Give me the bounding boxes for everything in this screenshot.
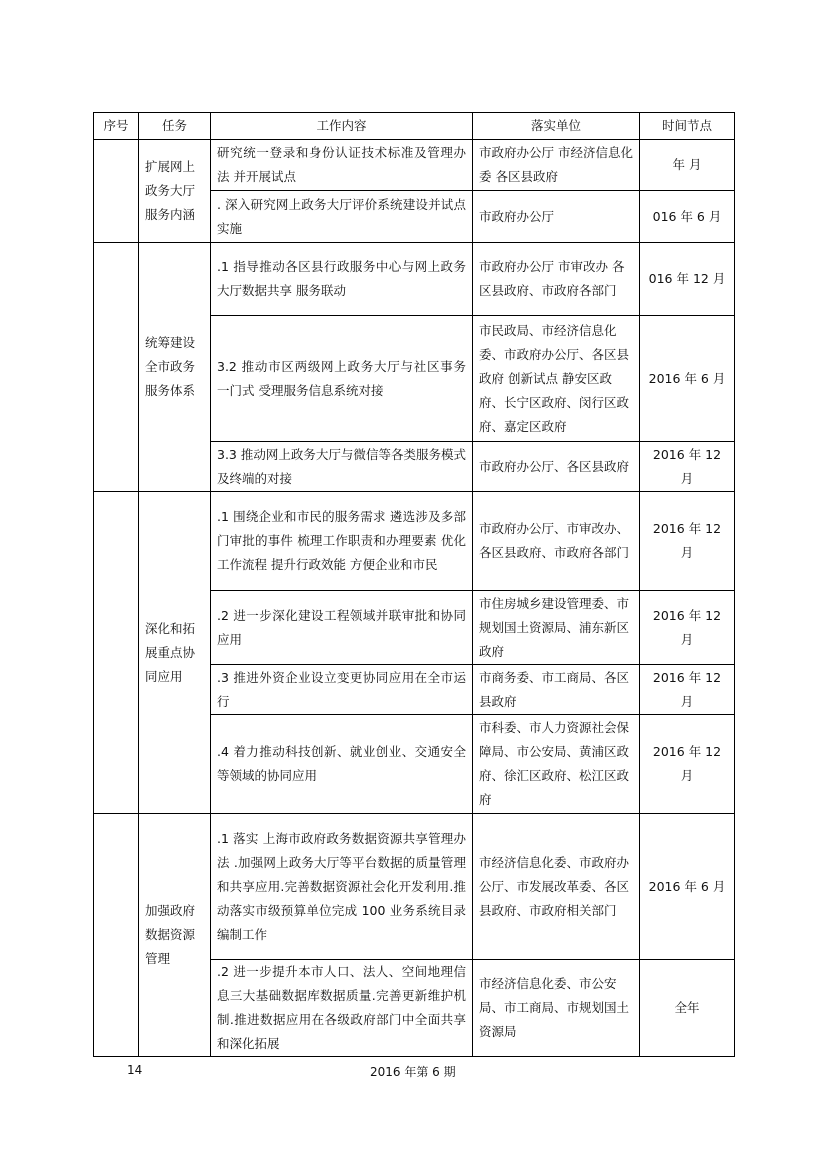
header-task: 任务	[139, 113, 211, 140]
task-name: 统筹建设全市政务服务体系	[139, 243, 211, 492]
table-header-row	[94, 113, 735, 140]
table-row	[94, 814, 735, 960]
time-node: 2016 年 6 月	[640, 316, 735, 442]
responsible-unit: 市政府办公厅	[473, 191, 640, 243]
work-content: .1 落实 上海市政府政务数据资源共享管理办法 .加强网上政务大厅等平台数据的质量管理和共享应用.完善数据资源社会化开发利用.推动落实市级预算单位完成 100 业务系统目录编制工作	[211, 814, 473, 960]
work-content: 3.3 推动网上政务大厅与微信等各类服务模式及终端的对接	[211, 442, 473, 492]
issue-label: 2016 年第 6 期	[370, 1065, 456, 1079]
responsible-unit: 市经济信息化委、市公安局、市工商局、市规划国土资源局	[473, 960, 640, 1057]
responsible-unit: 市政府办公厅、各区县政府	[473, 442, 640, 492]
responsible-unit: 市政府办公厅、市审改办、各区县政府、市政府各部门	[473, 492, 640, 591]
responsible-unit: 市政府办公厅 市审改办 各区县政府、市政府各部门	[473, 243, 640, 316]
work-content: .2 进一步提升本市人口、法人、空间地理信息三大基础数据库数据质量.完善更新维护机制.推进数据应用在各级政府部门中全面共享和深化拓展	[211, 960, 473, 1057]
header-time: 时间节点	[640, 113, 735, 140]
group-number	[94, 243, 139, 492]
time-node: 016 年 12 月	[640, 243, 735, 316]
responsible-unit: 市住房城乡建设管理委、市规划国土资源局、浦东新区政府	[473, 591, 640, 665]
time-node: 年 月	[640, 140, 735, 191]
header-unit: 落实单位	[473, 113, 640, 140]
work-content: .1 围绕企业和市民的服务需求 遴选涉及多部门审批的事件 梳理工作职责和办理要素 优化工作流程 提升行政效能 方便企业和市民	[211, 492, 473, 591]
responsible-unit: 市科委、市人力资源社会保障局、市公安局、黄浦区政府、徐汇区政府、松江区政府	[473, 715, 640, 814]
work-content: 研究统一登录和身份认证技术标准及管理办法 并开展试点	[211, 140, 473, 191]
work-content: .2 进一步深化建设工程领域并联审批和协同应用	[211, 591, 473, 665]
table-row	[94, 243, 735, 316]
work-content: .4 着力推动科技创新、就业创业、交通安全等领域的协同应用	[211, 715, 473, 814]
table-row	[94, 140, 735, 191]
time-node: 2016 年 12 月	[640, 442, 735, 492]
task-name: 扩展网上政务大厅服务内涵	[139, 140, 211, 243]
header-content: 工作内容	[211, 113, 473, 140]
work-content: . 深入研究网上政务大厅评价系统建设并试点实施	[211, 191, 473, 243]
task-name: 加强政府数据资源管理	[139, 814, 211, 1057]
time-node: 2016 年 6 月	[640, 814, 735, 960]
group-number	[94, 814, 139, 1057]
time-node: 016 年 6 月	[640, 191, 735, 243]
work-content: 3.2 推动市区两级网上政务大厅与社区事务 一门式 受理服务信息系统对接	[211, 316, 473, 442]
group-number	[94, 492, 139, 814]
task-name: 深化和拓展重点协同应用	[139, 492, 211, 814]
time-node: 2016 年 12 月	[640, 715, 735, 814]
responsible-unit: 市经济信息化委、市政府办公厅、市发展改革委、各区县政府、市政府相关部门	[473, 814, 640, 960]
responsible-unit: 市商务委、市工商局、各区县政府	[473, 665, 640, 715]
time-node: 2016 年 12 月	[640, 591, 735, 665]
header-no: 序号	[94, 113, 139, 140]
responsible-unit: 市政府办公厅 市经济信息化委 各区县政府	[473, 140, 640, 191]
responsible-unit: 市民政局、市经济信息化委、市政府办公厅、各区县政府 创新试点 静安区政府、长宁区政府、闵行区政府、嘉定区政府	[473, 316, 640, 442]
table-row	[94, 492, 735, 591]
time-node: 全年	[640, 960, 735, 1057]
group-number	[94, 140, 139, 243]
work-content: .3 推进外资企业设立变更协同应用在全市运行	[211, 665, 473, 715]
work-content: .1 指导推动各区县行政服务中心与网上政务大厅数据共享 服务联动	[211, 243, 473, 316]
task-table	[93, 112, 735, 1057]
time-node: 2016 年 12 月	[640, 665, 735, 715]
page-number: 14	[127, 1063, 143, 1077]
time-node: 2016 年 12 月	[640, 492, 735, 591]
